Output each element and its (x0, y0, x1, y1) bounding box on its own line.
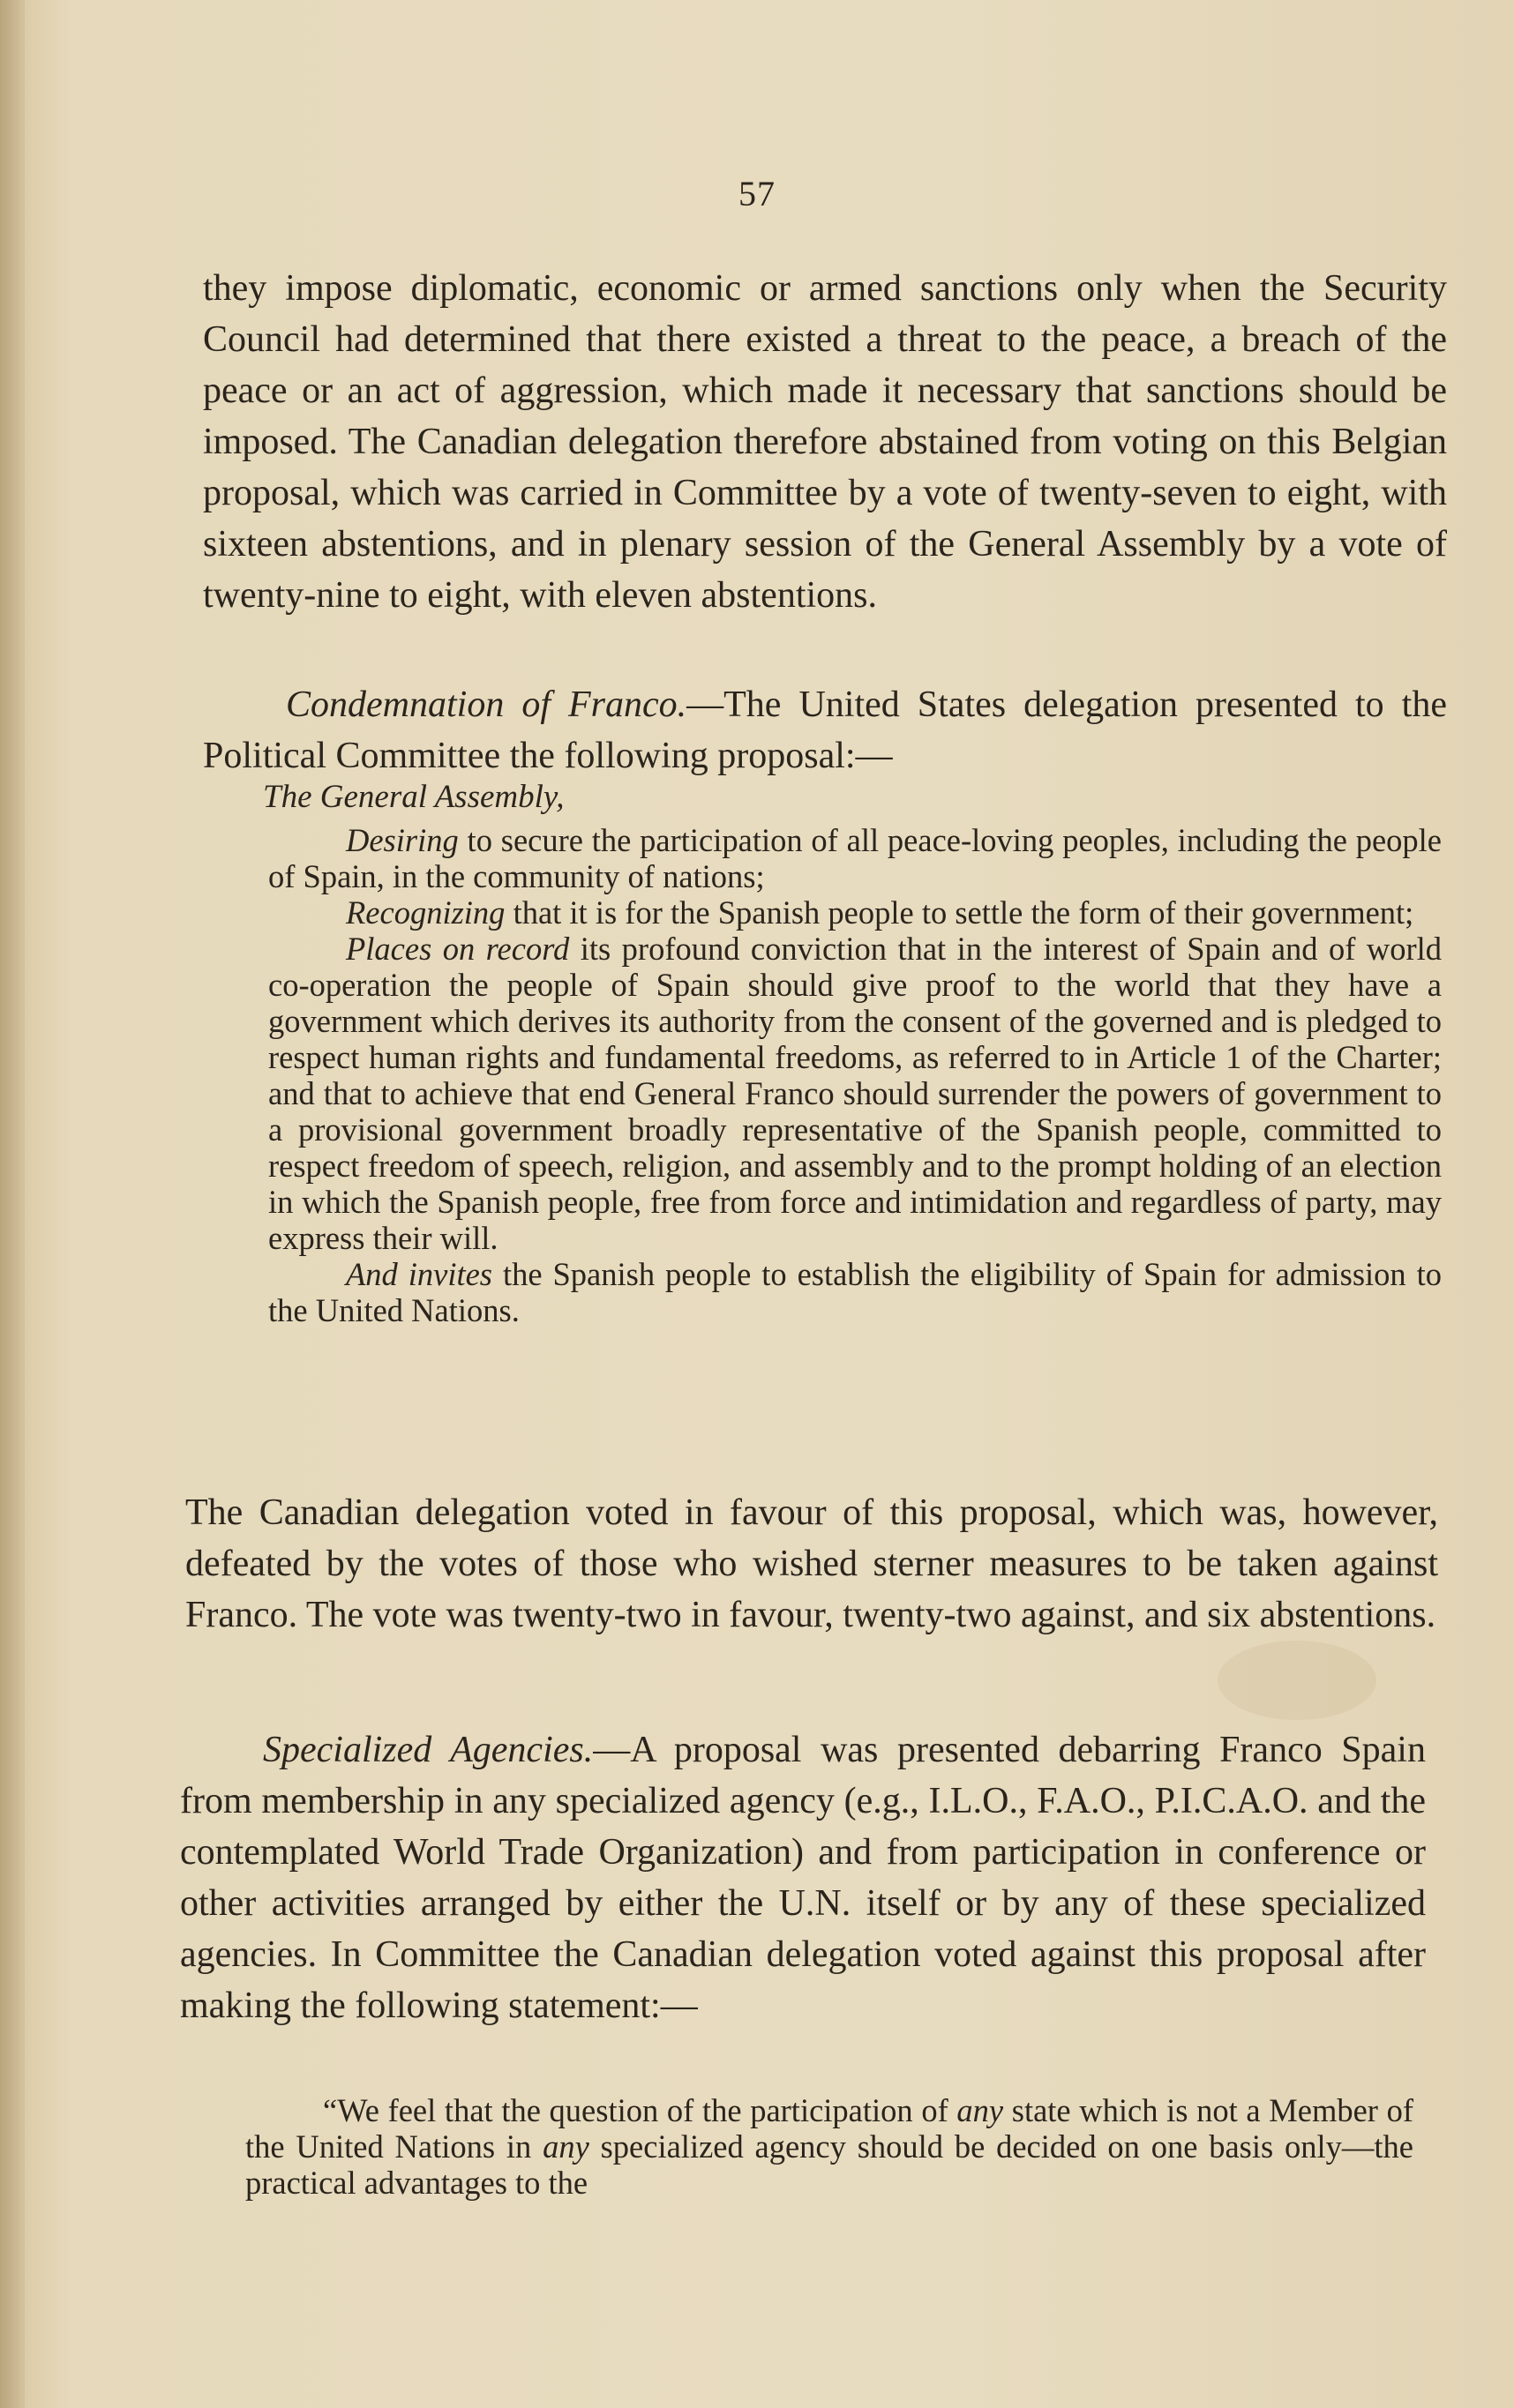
section-body: —A proposal was presented debarring Franco Spain from membership in any specialized agency (e.g., I.L.O., F.A.O., P.I.C.A.O. and the contemplated World Trade Organization) and from participation in conference or other activities arranged by either the U.N. itself or by any of these specialized agencies. In Committee the Canadian delegation voted against this proposal after making the following statement:— (180, 1730, 1426, 2026)
canadian-statement-quote (245, 2092, 1413, 2201)
statement-emphasis: any (543, 2128, 589, 2165)
resolution-quote (263, 778, 1442, 1328)
clause-lead: Desiring (346, 822, 459, 858)
statement-part: specialized agency should be decided on one basis only—the practical advantages to the (245, 2128, 1413, 2201)
paragraph-text: they impose diplomatic, economic or armed sanctions only when the Security Council had determined that there existed a threat to the peace, a breach of the peace or an act of aggression, which made it necessary that sanctions should be imposed. The Canadian delegation therefore abstained from voting on this Belgian proposal, which was carried in Committee by a vote of twenty-seven to eight, with sixteen abstentions, and in plenary session of the General Assembly by a vote of twenty-nine to eight, with eleven abstentions. (203, 268, 1447, 616)
statement-part: “We feel that the question of the participation of (323, 2092, 957, 2128)
section-body: —The United States delegation presented to the Political Committee the following proposal:— (203, 684, 1447, 776)
statement-emphasis: any (956, 2092, 1004, 2128)
paragraph-text: The Canadian delegation voted in favour of this proposal, which was, however, defeated by the votes of those who wished sterner measures to be taken against Franco. The vote was twenty-two in favour, twenty-two against, and six abstentions. (185, 1492, 1438, 1635)
resolution-clause (268, 894, 1442, 931)
paragraph-belgian-proposal (203, 263, 1447, 621)
clause-text: its profound conviction that in the interest of Spain and of world co-operation the people of Spain should give proof to the world that they have a government which derives its authority from the consent of the governed and is pledged to respect human rights and fundamental freedoms, as referred to in Article 1 of the Charter; and that to achieve that end General Franco should surrender the powers of government to a provisional government broadly representative of the Spanish people, committed to respect freedom of speech, religion, and assembly and to the prompt holding of an election in which the Spanish people, free from force and intimidation and regardless of party, may express their will. (268, 931, 1442, 1256)
clause-lead: And invites (346, 1256, 493, 1292)
clause-text: to secure the participation of all peace-loving peoples, including the people of Spain, in the community of nations; (268, 822, 1442, 894)
clause-text: the Spanish people to establish the eligibility of Spain for admission to the United Nations. (268, 1256, 1442, 1328)
resolution-title: The General Assembly, (263, 779, 565, 815)
clause-lead: Recognizing (346, 894, 506, 931)
paragraph-text (203, 679, 1447, 781)
statement-part: state which is not a Member of the United Nations in (245, 2092, 1413, 2165)
section-heading: Specialized Agencies. (263, 1730, 594, 1770)
section-heading: Condemnation of Franco. (286, 684, 687, 725)
paper-stain (1218, 1641, 1376, 1720)
resolution-clause (268, 931, 1442, 1256)
clause-lead: Places on record (346, 931, 570, 967)
page-number: 57 (738, 174, 776, 213)
resolution-clause (268, 822, 1442, 894)
resolution-clause (268, 1256, 1442, 1328)
statement-text (245, 2092, 1413, 2201)
clause-text: that it is for the Spanish people to settle the form of their government; (505, 894, 1414, 931)
paragraph-specialized-agencies (180, 1724, 1426, 2031)
paragraph-text (180, 1724, 1426, 2031)
paragraph-condemnation-of-franco (203, 679, 1447, 781)
page-binding-shadow (0, 0, 25, 2408)
paragraph-canadian-vote (185, 1487, 1438, 1641)
